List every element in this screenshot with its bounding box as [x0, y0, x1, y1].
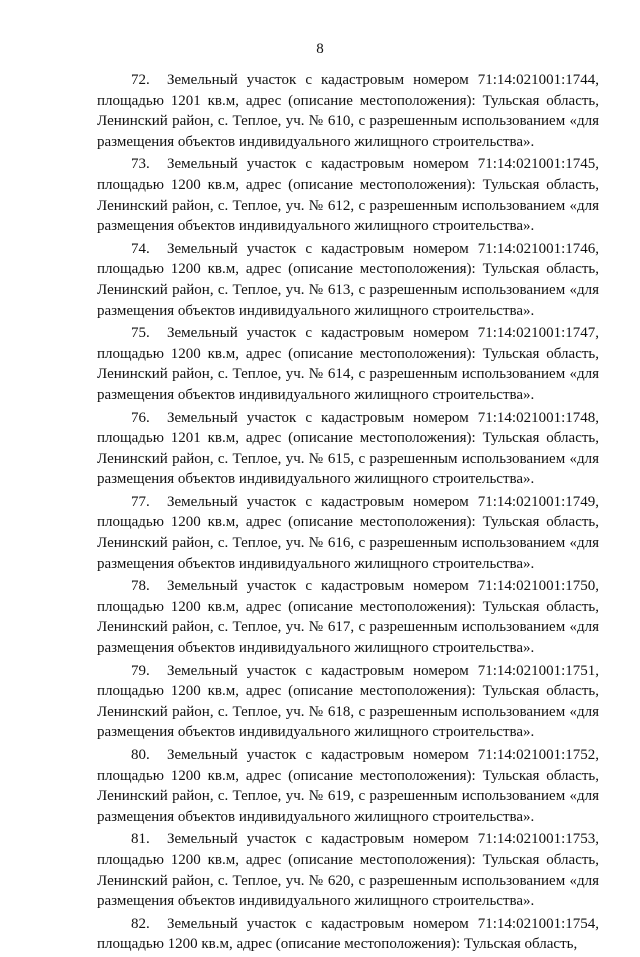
item-text: Земельный участок с кадастровым номером 71:14:021001:1749, площадью 1200 кв.м, адрес (описание местоположения): Тульская область, Ленинский район, с. Теплое, уч. № 616, с разрешенным использованием «для размещения объектов индивидуального жилищного строительства».: [97, 493, 599, 572]
item-number: 74.: [131, 240, 150, 257]
item-text: Земельный участок с кадастровым номером 71:14:021001:1753, площадью 1200 кв.м, адрес (описание местоположения): Тульская область, Ленинский район, с. Теплое, уч. № 620, с разрешенным использованием «для размещения объектов индивидуального жилищного строительства».: [97, 831, 599, 910]
land-plot-list: [97, 70, 599, 957]
list-item: [97, 323, 599, 405]
item-number: 77.: [131, 493, 150, 510]
item-number: 80.: [131, 747, 150, 763]
list-item: [97, 408, 599, 490]
item-text: Земельный участок с кадастровым номером 71:14:021001:1748, площадью 1201 кв.м, адрес (описание местоположения): Тульская область, Ленинский район, с. Теплое, уч. № 615, с разрешенным использованием «для размещения объектов индивидуального жилищного строительства».: [97, 409, 599, 488]
list-item: [97, 745, 599, 827]
list-item: [97, 154, 599, 236]
item-text: Земельный участок с кадастровым номером 71:14:021001:1746, площадью 1200 кв.м, адрес (описание местоположения): Тульская область, Ленинский район, с. Теплое, уч. № 613, с разрешенным использованием «для размещения объектов индивидуального жилищного строительства».: [97, 240, 599, 319]
item-number: 78.: [131, 578, 150, 595]
list-item: [97, 576, 599, 658]
item-text: Земельный участок с кадастровым номером 71:14:021001:1754, площадью 1200 кв.м, адрес (описание местоположения): Тульская область,: [97, 915, 599, 953]
item-text: Земельный участок с кадастровым номером 71:14:021001:1747, площадью 1200 кв.м, адрес (описание местоположения): Тульская область, Ленинский район, с. Теплое, уч. № 614, с разрешенным использованием «для размещения объектов индивидуального жилищного строительства».: [97, 325, 599, 403]
list-item: [97, 70, 599, 152]
list-item: [97, 829, 599, 911]
list-item: [97, 914, 599, 955]
page-number: 8: [316, 41, 324, 57]
item-text: Земельный участок с кадастровым номером 71:14:021001:1751, площадью 1200 кв.м, адрес (описание местоположения): Тульская область, Ленинский район, с. Теплое, уч. № 618, с разрешенным использованием «для размещения объектов индивидуального жилищного строительства».: [97, 662, 599, 741]
item-number: 72.: [131, 72, 150, 88]
item-text: Земельный участок с кадастровым номером 71:14:021001:1752, площадью 1200 кв.м, адрес (описание местоположения): Тульская область, Ленинский район, с. Теплое, уч. № 619, с разрешенным использованием «для размещения объектов индивидуального жилищного строительства».: [97, 747, 599, 825]
item-number: 81.: [131, 831, 150, 848]
item-text: Земельный участок с кадастровым номером 71:14:021001:1750, площадью 1200 кв.м, адрес (описание местоположения): Тульская область, Ленинский район, с. Теплое, уч. № 617, с разрешенным использованием «для размещения объектов индивидуального жилищного строительства».: [97, 578, 599, 657]
list-item: [97, 239, 599, 321]
item-number: 75.: [131, 325, 150, 342]
item-text: Земельный участок с кадастровым номером 71:14:021001:1744, площадью 1201 кв.м, адрес (описание местоположения): Тульская область, Ленинский район, с. Теплое, уч. № 610, с разрешенным использованием «для размещения объектов индивидуального жилищного строительства».: [97, 72, 599, 150]
item-number: 79.: [131, 662, 150, 679]
item-text: Земельный участок с кадастровым номером 71:14:021001:1745, площадью 1200 кв.м, адрес (описание местоположения): Тульская область, Ленинский район, с. Теплое, уч. № 612, с разрешенным использованием «для размещения объектов индивидуального жилищного строительства».: [97, 156, 599, 235]
item-number: 73.: [131, 156, 150, 173]
list-item: [97, 492, 599, 574]
item-number: 82.: [131, 915, 150, 932]
item-number: 76.: [131, 409, 150, 426]
list-item: [97, 661, 599, 743]
